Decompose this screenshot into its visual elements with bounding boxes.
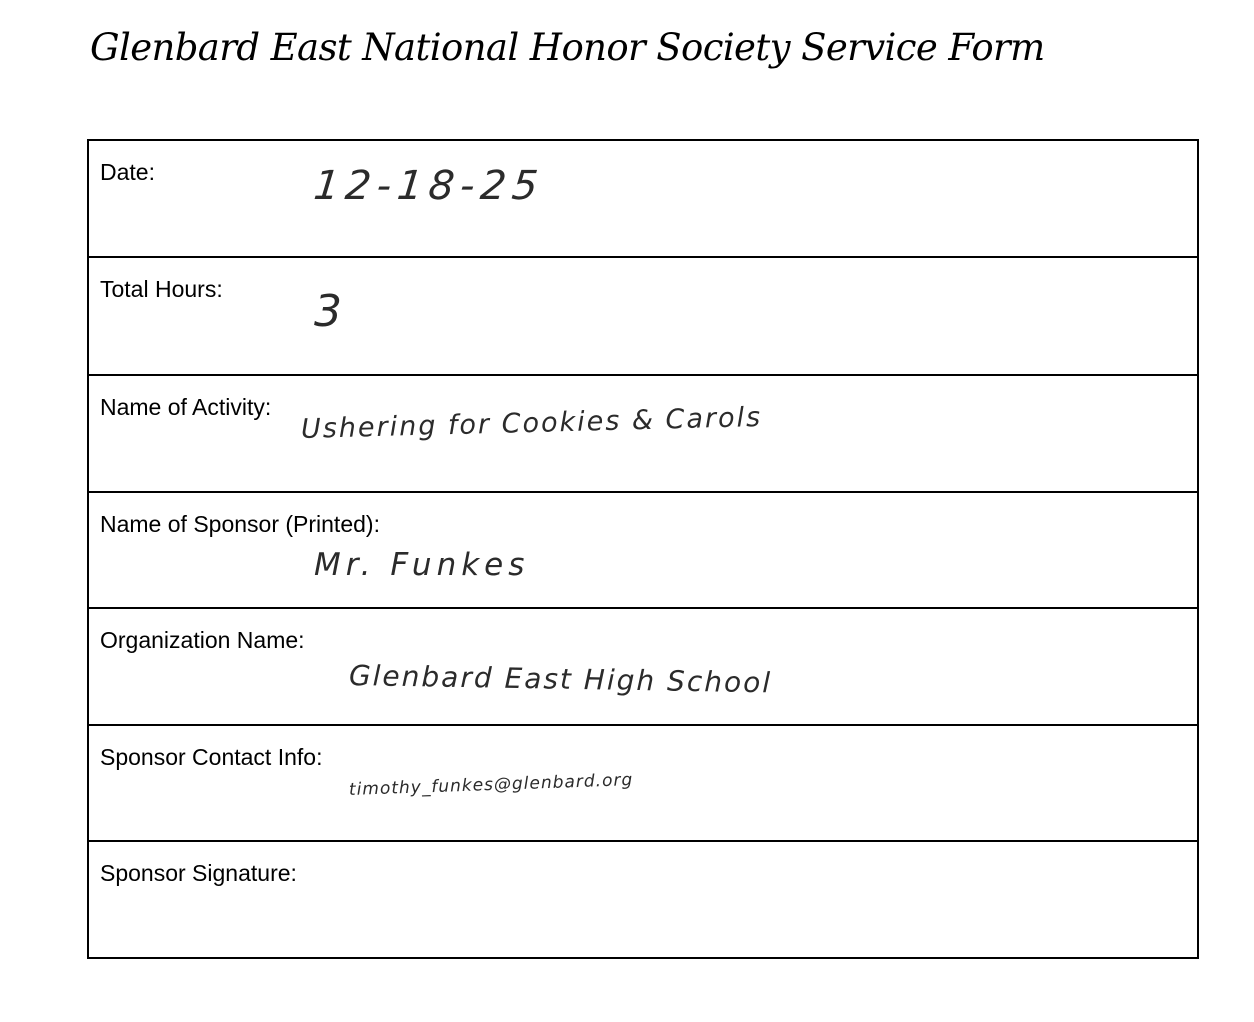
- form-row-sponsor-name: [89, 493, 1197, 609]
- form-row-activity: [89, 376, 1197, 493]
- activity-value: Ushering for Cookies & Carols: [300, 401, 763, 445]
- form-row-date: [89, 141, 1197, 258]
- sponsor-name-label: Name of Sponsor (Printed):: [100, 511, 380, 537]
- organization-value: Glenbard East High School: [348, 659, 773, 700]
- total-hours-value: 3: [314, 286, 342, 337]
- total-hours-label: Total Hours:: [100, 276, 223, 302]
- form-row-total-hours: [89, 258, 1197, 376]
- form-row-contact: [89, 726, 1197, 842]
- form-row-signature: [89, 842, 1197, 957]
- contact-value: timothy_funkes@glenbard.org: [348, 770, 634, 800]
- signature-label: Sponsor Signature:: [100, 860, 297, 886]
- form-row-organization: [89, 609, 1197, 726]
- service-form-table: [87, 139, 1199, 959]
- organization-label: Organization Name:: [100, 627, 305, 653]
- sponsor-name-value: Mr. Funkes: [314, 547, 530, 583]
- date-value: 12-18-25: [311, 163, 546, 209]
- form-title: Glenbard East National Honor Society Service Form: [90, 26, 1045, 69]
- activity-label: Name of Activity:: [100, 394, 272, 420]
- date-label: Date:: [100, 159, 155, 185]
- contact-label: Sponsor Contact Info:: [100, 744, 323, 770]
